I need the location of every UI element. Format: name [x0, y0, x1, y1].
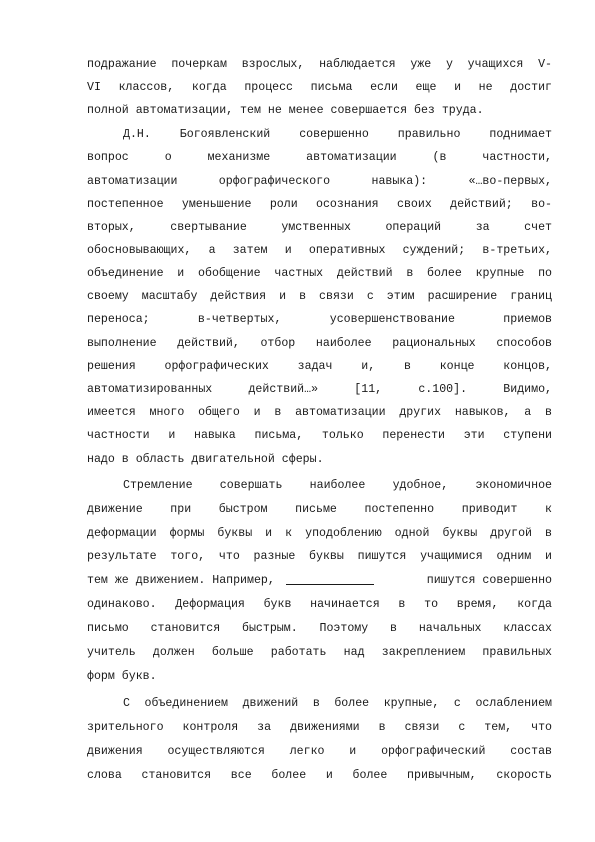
- p2-line-12: автоматизированных действий…» [11, с.100]. Видимо,: [87, 383, 552, 396]
- p3-line-7: письмо становится быстрым. Поэтому в начальных классах: [87, 622, 552, 635]
- p4-line-2: зрительного контроля за движениями в связи с тем, что: [87, 721, 552, 734]
- p2-line-2: вопрос о механизме автоматизации (в частности,: [87, 151, 552, 164]
- p1-line-1: подражание почеркам взрослых, наблюдается уже у учащихся V-: [87, 58, 552, 71]
- p3-line-2: движение при быстром письме постепенно приводит к: [87, 503, 552, 516]
- p2-line-3: автоматизации орфографического навыка): «…во-первых,: [87, 175, 552, 188]
- p3-line-3: деформации формы буквы и к уподоблению одной буквы другой в: [87, 527, 552, 540]
- p2-line-13: имеется много общего и в автоматизации других навыков, а в: [87, 406, 552, 419]
- p2-line-15: надо в область двигательной сферы.: [87, 453, 324, 466]
- example-blank: [286, 574, 374, 585]
- p2-line-1: Д.Н. Богоявленский совершенно правильно поднимает: [123, 128, 552, 141]
- p2-line-14: частности и навыка письма, только перенести эти ступени: [87, 429, 552, 442]
- p2-line-9: переноса; в-четвертых, усовершенствование приемов: [87, 313, 552, 326]
- p3-line-5-start: тем же движением. Например,: [87, 574, 275, 587]
- p4-line-1: С объединением движений в более крупные, с ослаблением: [123, 697, 552, 710]
- p3-line-9: форм букв.: [87, 670, 157, 683]
- p3-line-6: одинаково. Деформация букв начинается в то время, когда: [87, 598, 552, 611]
- p2-line-8: своему масштабу действия и в связи с этим расширение границ: [87, 290, 552, 303]
- p3-line-5-end: пишутся совершенно: [426, 574, 552, 587]
- p4-line-4: слова становится все более и более привычным, скорость: [87, 769, 552, 782]
- p2-line-10: выполнение действий, отбор наиболее рациональных способов: [87, 337, 552, 350]
- p1-line-2: VI классов, когда процесс письма если еще и не достиг: [87, 81, 552, 94]
- p2-line-7: объединение и обобщение частных действий в более крупные по: [87, 267, 552, 280]
- p2-line-4: постепенное уменьшение роли осознания своих действий; во-: [87, 198, 552, 211]
- p3-line-8: учитель должен больше работать над закреплением правильных: [87, 646, 552, 659]
- p1-line-3: полной автоматизации, тем не менее совершается без труда.: [87, 104, 484, 117]
- p2-line-11: решения орфографических задач и, в конце концов,: [87, 360, 552, 373]
- p4-line-3: движения осуществляются легко и орфографический состав: [87, 745, 552, 758]
- p2-line-6: обосновывающих, а затем и оперативных суждений; в-третьих,: [87, 244, 552, 257]
- p3-line-1: Стремление совершать наиболее удобное, экономичное: [123, 479, 552, 492]
- p3-line-4: результате того, что разные буквы пишутся учащимися одним и: [87, 550, 552, 563]
- p2-line-5: вторых, свертывание умственных операций за счет: [87, 221, 552, 234]
